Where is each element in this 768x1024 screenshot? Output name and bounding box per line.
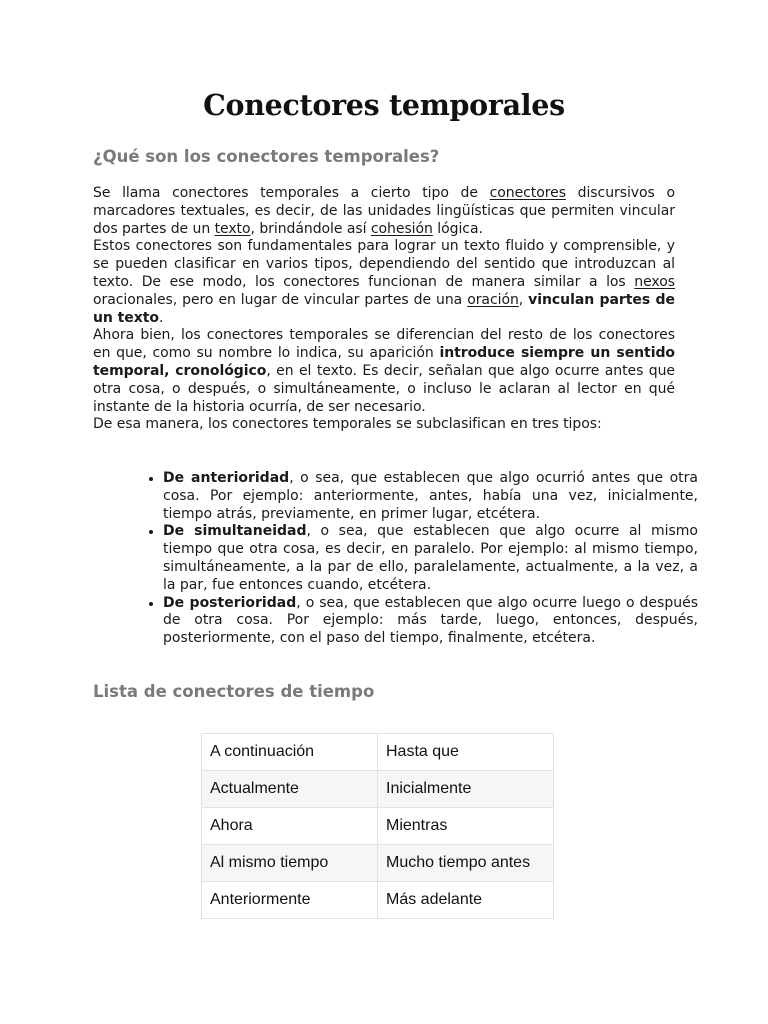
link-nexos[interactable]: nexos	[634, 273, 675, 290]
link-conectores[interactable]: conectores	[489, 185, 566, 201]
text-run: discursivos o marcadores textuales, es decir, de las unidades lingüísticas que permiten vincular dos partes de un	[93, 185, 675, 237]
text-run: , en el texto. Es decir, señalan que algo ocurre antes que otra cosa, o después, o simultáneamente, o incluso le aclaran al lector en qué instante de la historia ocurría, de ser necesario.	[93, 362, 675, 415]
section-heading-definition: ¿Qué son los conectores temporales?	[93, 147, 440, 166]
table-row	[202, 771, 554, 808]
page-title: Conectores temporales	[203, 88, 565, 122]
table-cell: Ahora	[202, 808, 378, 845]
list-item	[163, 595, 698, 648]
text-run: , brindándole así	[250, 220, 371, 237]
definition-body	[93, 185, 675, 434]
type-name: De anterioridad	[163, 470, 290, 486]
text-run: ,	[518, 291, 529, 308]
connector-types-list	[140, 470, 698, 648]
paragraph-2	[93, 238, 675, 327]
link-cohesion[interactable]: cohesión	[370, 220, 433, 237]
text-run: oracionales, pero en lugar de vincular partes de una	[93, 291, 468, 308]
list-item	[163, 523, 698, 594]
type-description: , o sea, que establecen que algo ocurrió antes que otra cosa. Por ejemplo: anteriormente, antes, había una vez, inicialmente, tiempo atrás, previamente, en primer lugar, etcétera.	[163, 470, 699, 522]
table-cell: Mientras	[378, 808, 554, 845]
table-cell: Más adelante	[378, 882, 554, 919]
link-texto[interactable]: texto	[214, 220, 251, 237]
type-description: , o sea, que establecen que algo ocurre luego o después de otra cosa. Por ejemplo: más tarde, luego, entonces, después, posteriormente, con el paso del tiempo, finalmente, etcétera.	[163, 594, 699, 647]
bold-phrase: vinculan partes de un texto	[93, 291, 675, 326]
connectors-table	[201, 733, 554, 919]
text-run: Se llama conectores temporales a cierto tipo de	[93, 185, 490, 201]
text-run: Ahora bien, los conectores temporales se diferencian del resto de los conectores en que, como su nombre lo indica, su aparición	[93, 327, 675, 362]
text-run: Estos conectores son fundamentales para lograr un texto fluido y comprensible, y se pueden clasificar en varios tipos, dependiendo del sentido que introduzcan al texto. De ese modo, los conectores funcionan de manera similar a los	[93, 238, 675, 290]
table-cell: Mucho tiempo antes	[378, 845, 554, 882]
list-item	[163, 470, 698, 523]
text-run: .	[158, 309, 164, 326]
section-heading-list: Lista de conectores de tiempo	[93, 682, 375, 701]
bold-phrase: introduce siempre un sentido temporal, cronológico	[93, 345, 675, 379]
paragraph-1	[93, 185, 675, 238]
link-oracion[interactable]: oración	[467, 291, 519, 308]
table-row	[202, 734, 554, 771]
type-name: De posterioridad	[163, 594, 297, 611]
text-run: lógica.	[432, 220, 483, 237]
table-row	[202, 808, 554, 845]
table-row	[202, 882, 554, 919]
table-row	[202, 845, 554, 882]
table-cell: Al mismo tiempo	[202, 845, 378, 882]
table-cell: A continuación	[202, 734, 378, 771]
table-cell: Anteriormente	[202, 882, 378, 919]
table-cell: Actualmente	[202, 771, 378, 808]
table-cell: Hasta que	[378, 734, 554, 771]
table-cell: Inicialmente	[378, 771, 554, 808]
type-description: , o sea, que establecen que algo ocurre al mismo tiempo que otra cosa, es decir, en paralelo. Por ejemplo: al mismo tiempo, simultáneamente, a la par de ello, paralelamente, actualmente, a la vez, a la par, fue entonces cuando, etcétera.	[163, 523, 699, 593]
type-name: De simultaneidad	[163, 523, 307, 540]
paragraph-3	[93, 327, 675, 416]
paragraph-4: De esa manera, los conectores temporales se subclasifican en tres tipos:	[93, 416, 602, 433]
